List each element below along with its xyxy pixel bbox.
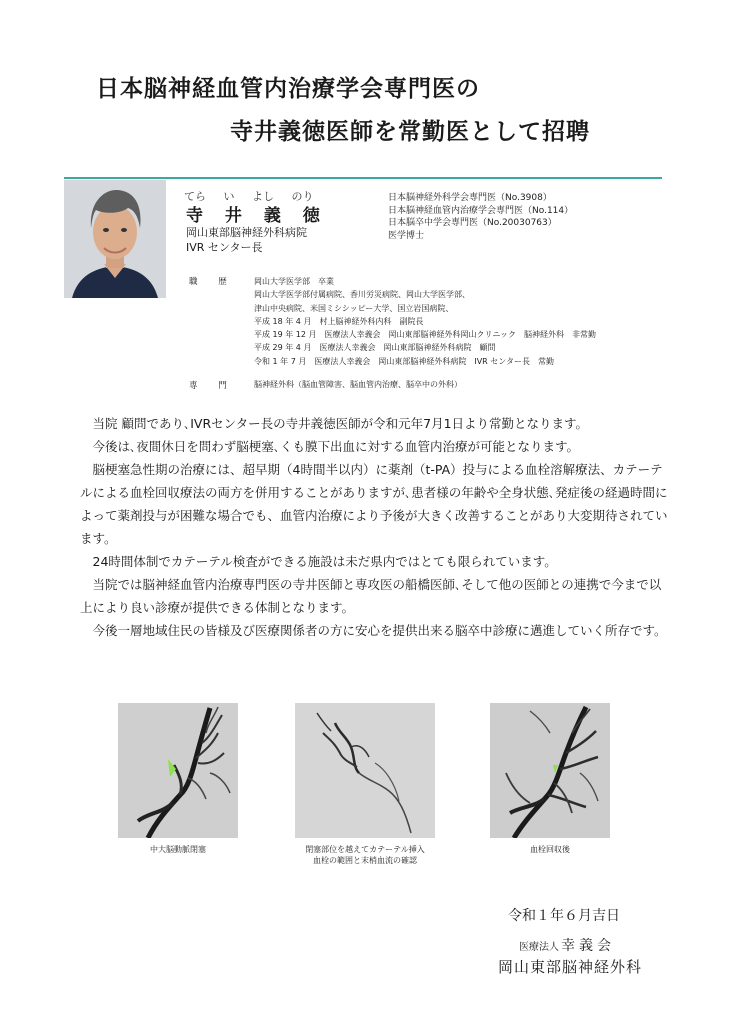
qualification-item: 医学博士 [388,230,425,241]
specialty-text: 脳神経外科（脳血管障害、脳血管内治療、脳卒中の外科） [254,380,462,389]
career-item: 津山中央病院、米国ミシシッピー大学、国立岩国病院、 [254,303,454,313]
angiogram-image-1 [118,703,238,838]
career-label: 職 歴 [189,277,236,287]
ruby-2: い [223,190,235,203]
qualification-item: 日本脳卒中学会専門医（No.20030763） [388,218,557,228]
image-caption-2-line-1: 閉塞部位を越えてカテーテル挿入 [305,845,425,854]
career-list [254,275,596,368]
angiogram-image-2 [295,703,435,838]
issue-date: 令和１年６月吉日 [508,908,620,924]
org-prefix: 医療法人 [519,942,559,953]
body-paragraph: 脳梗塞急性期の治療には、超早期（4時間半以内）に薬剤（t-PA）投与による血栓溶解療法、カテーテルによる血栓回収療法の両方を併用することがありますが､患者様の年齢や全身状態､発症後の経過時間によって薬剤投与が困難な場合でも、血管内治療により予後が大きく改善することがあり大変期待されています。 [80,462,668,546]
image-caption-3: 血栓回収後 [530,845,570,854]
ruby-4: のり [291,190,314,203]
ruby-3: よし [252,190,274,203]
title-line-2: 寺井義徳医師を常勤医として招聘 [230,119,590,145]
title-line-1: 日本脳神経血管内治療学会専門医の [96,76,480,102]
body-paragraph: 当院では脳神経血管内治療専門医の寺井医師と専攻医の船橋医師､そして他の医師との連携で今まで以上により良い診療が提供できる体制となります。 [80,577,662,615]
doctor-portrait [64,180,166,298]
specialty-label: 専 門 [189,381,236,391]
career-item: 平成 19 年 12 月 医療法人幸義会 岡山東部脳神経外科岡山クリニック 脳神経外科 非常勤 [254,330,597,340]
organization [519,935,615,955]
body-paragraph: 当院 顧問であり､IVRセンター長の寺井義徳医師が令和元年7月1日より常勤となります。 [92,416,589,431]
hospital-name: 岡山東部脳神経外科病院 [186,226,307,239]
career-item: 平成 18 年 4 月 村上脳神経外科内科 副院長 [254,316,424,326]
image-caption-2-line-2: 血栓の範囲と末梢血流の確認 [313,856,417,865]
angiogram-image-3 [490,703,610,838]
career-item: 令和 1 年 7 月 医療法人幸義会 岡山東部脳神経外科病院 IVR センター長 常勤 [254,356,554,366]
qualification-list [388,192,573,242]
org-name: 幸義会 [561,938,615,954]
career-item: 平成 29 年 4 月 医療法人幸義会 岡山東部脳神経外科病院 顧問 [254,343,496,353]
career-item: 岡山大学医学部 卒業 [254,277,334,286]
doctor-name: 寺 井 義 徳 [186,206,328,226]
qualification-item: 日本脳神経血管内治療学会専門医（No.114） [388,205,574,216]
qualification-item: 日本脳神経外科学会専門医（No.3908） [388,193,552,203]
clinic-name: 岡山東部脳神経外科 [498,958,643,976]
affiliation [186,225,307,255]
body-paragraph: 今後は､夜間休日を問わず脳梗塞､くも膜下出血に対する血管内治療が可能となります。 [92,439,580,454]
announcement-body [80,412,670,642]
header-divider [64,177,662,179]
image-caption-2 [275,844,455,866]
ruby-1: てら [184,190,206,203]
body-paragraph: 24時間体制でカテーテル検査ができる施設は未だ県内ではとても限られています。 [92,554,557,569]
position-title: IVR センター長 [186,241,263,254]
image-caption-1: 中大脳動脈閉塞 [150,845,206,854]
career-item: 岡山大学医学部付属病院、香川労災病院、岡山大学医学部、 [254,290,470,300]
body-paragraph: 今後一層地域住民の皆様及び医療関係者の方に安心を提供出来る脳卒中診療に邁進していく所存です。 [92,623,667,638]
